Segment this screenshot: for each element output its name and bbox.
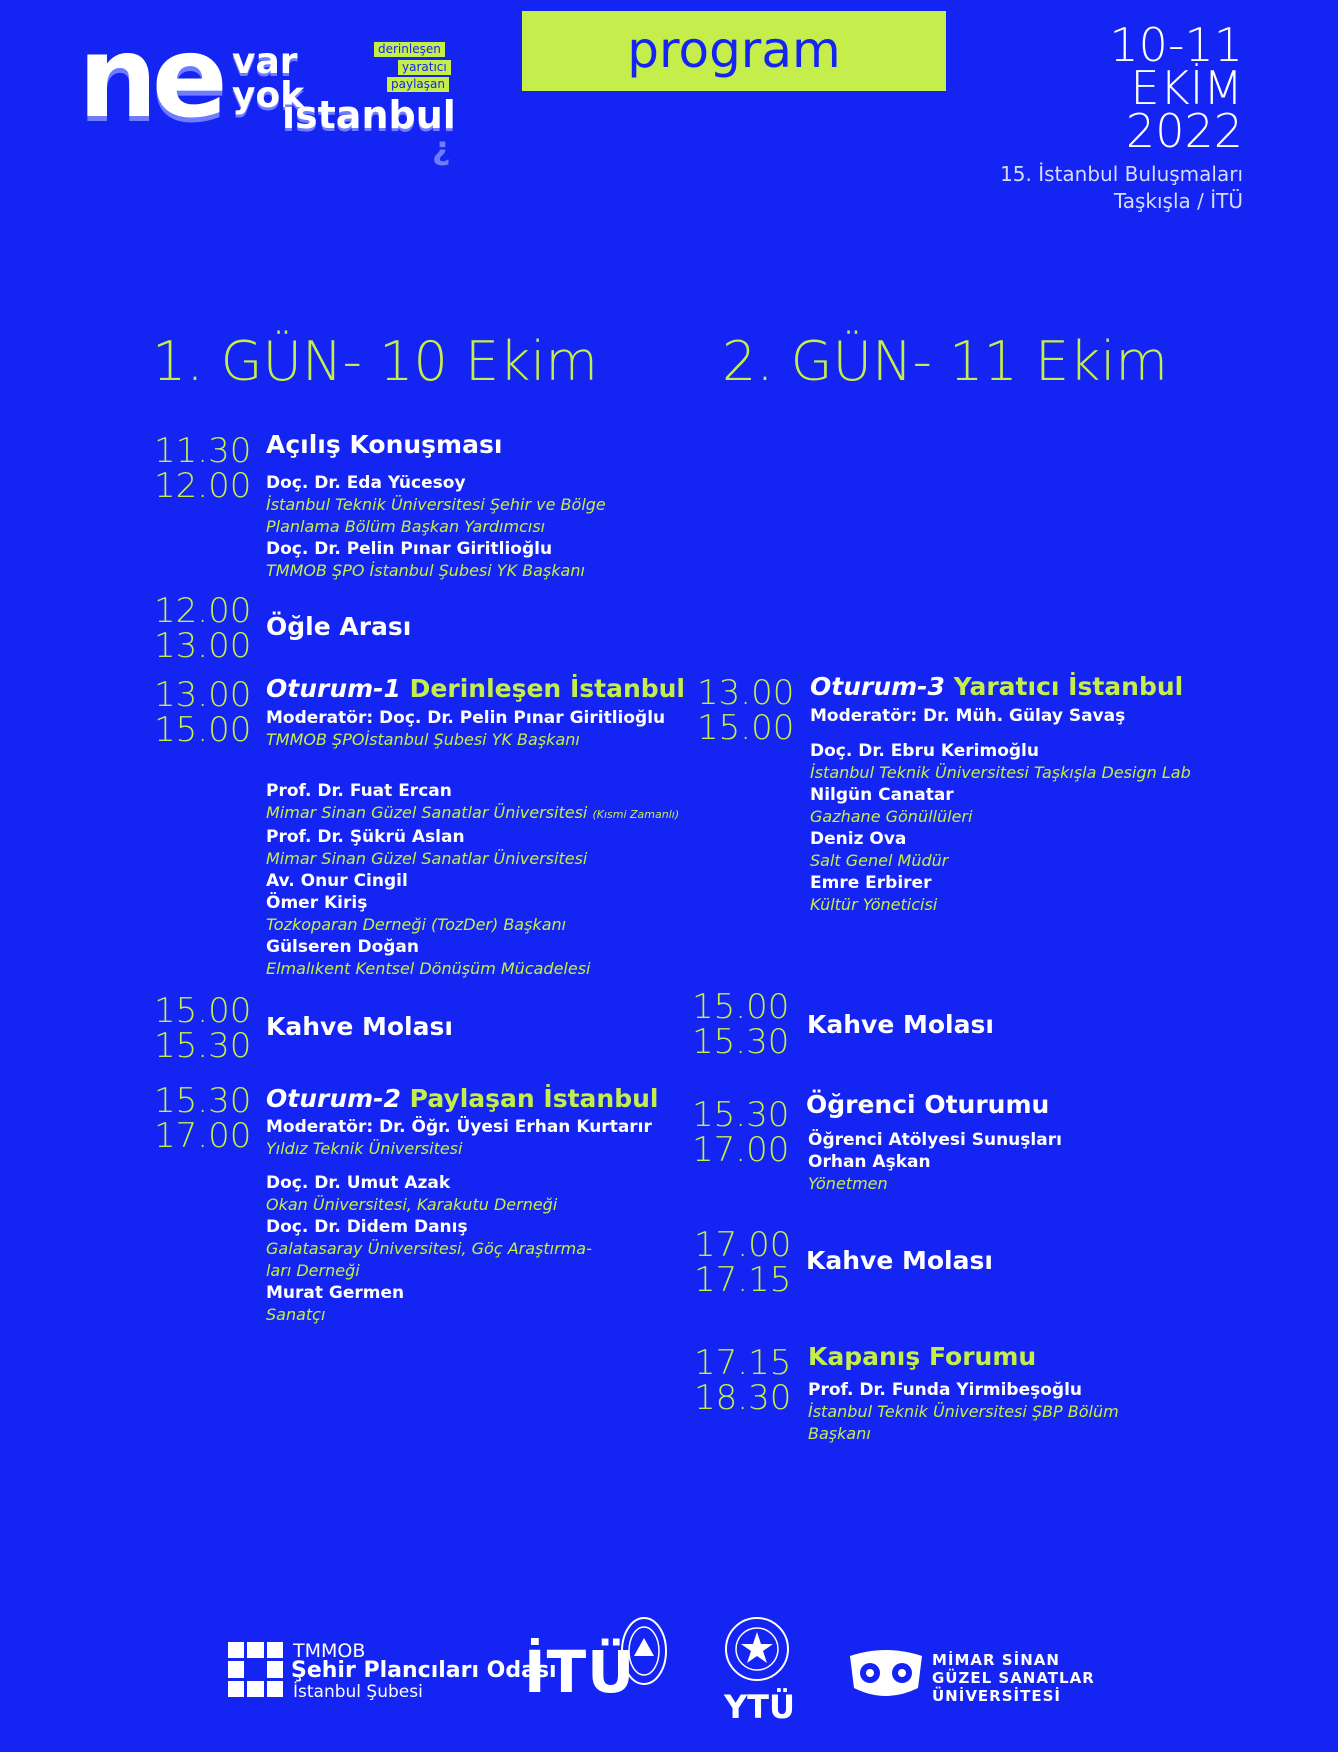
- speaker-affiliation: Tozkoparan Derneği (TozDer) Başkanı: [266, 915, 567, 934]
- d1-s2-end: 13.00: [154, 626, 252, 666]
- date-days: 10-11: [1109, 18, 1243, 72]
- d1-s5-end: 17.00: [154, 1116, 252, 1156]
- tag-derinlesen: derinleşen: [374, 42, 445, 57]
- speaker-name: Nilgün Canatar: [810, 785, 954, 805]
- d2-s3-time: [692, 1095, 790, 1170]
- speaker-affiliation: Kültür Yöneticisi: [810, 895, 938, 914]
- speaker-affiliation: İstanbul Teknik Üniversitesi Taşkışla Design Lab: [810, 763, 1191, 782]
- msgsu-line1: MİMAR SİNAN: [932, 1651, 1060, 1669]
- speaker-affiliation: Yönetmen: [808, 1174, 888, 1193]
- msgsu-line2: GÜZEL SANATLAR: [932, 1669, 1095, 1687]
- speaker-affiliation: [266, 802, 679, 826]
- speaker-name: Prof. Dr. Fuat Ercan: [266, 781, 452, 801]
- speaker-name: Doç. Dr. Didem Danış: [266, 1217, 468, 1237]
- d1-s4-end: 15.30: [154, 1026, 252, 1066]
- speaker-affiliation: Gazhane Gönüllüleri: [810, 807, 973, 826]
- moderator-affiliation: TMMOB ŞPOİstanbul Şubesi YK Başkanı: [266, 730, 580, 749]
- day2-heading: 2. GÜN- 11 Ekim: [722, 330, 1168, 393]
- d2-s3-speakers: [808, 1129, 1062, 1195]
- d1-s4-title: Kahve Molası: [266, 1012, 453, 1041]
- d1-s2-title: Öğle Arası: [266, 612, 412, 641]
- moderator-name: Moderatör: Doç. Dr. Pelin Pınar Giritlioğlu: [266, 708, 666, 728]
- speaker-name: Deniz Ova: [810, 829, 907, 849]
- date-year: 2022: [1125, 104, 1243, 158]
- speaker-name: Doç. Dr. Pelin Pınar Giritlioğlu: [266, 539, 553, 559]
- program-label: program: [522, 11, 946, 91]
- event-venue: Taşkışla / İTÜ: [1113, 189, 1243, 213]
- d2-s1-end: 15.00: [697, 708, 795, 748]
- speaker-affiliation: Sanatçı: [266, 1305, 326, 1324]
- session-number: Oturum-2: [266, 1084, 401, 1113]
- spo-line3: İstanbul Şubesi: [293, 1682, 423, 1702]
- logo-question-mark: ¿: [432, 129, 451, 167]
- d2-s1-start: 13.00: [697, 673, 795, 713]
- moderator-name: Moderatör: Dr. Öğr. Üyesi Erhan Kurtarır: [266, 1117, 652, 1137]
- d2-s2-end: 15.30: [692, 1022, 790, 1062]
- logo-yok: yok: [232, 75, 305, 116]
- d1-s3-speakers: [266, 780, 679, 980]
- tag-yaratici: yaratıcı: [398, 60, 451, 75]
- d1-s1-time: [154, 431, 252, 506]
- d2-s4-time: [694, 1225, 792, 1300]
- d1-s1-end: 12.00: [154, 466, 252, 506]
- msgsu-owl-icon: [846, 1648, 926, 1700]
- speaker-affiliation: İstanbul Teknik Üniversitesi Şehir ve Bölge: [266, 495, 606, 514]
- d2-s5-end: 18.30: [694, 1378, 792, 1418]
- speaker-affiliation: ları Derneği: [266, 1261, 360, 1280]
- d1-s5-moderator: [266, 1116, 652, 1160]
- spo-logo-icon: [228, 1642, 283, 1697]
- speaker-name: Gülseren Doğan: [266, 937, 419, 957]
- d1-s5-title: [266, 1084, 658, 1113]
- d2-s4-end: 17.15: [694, 1260, 792, 1300]
- msgsu-logo-text: [932, 1651, 1095, 1705]
- session-name: Yaratıcı İstanbul: [953, 672, 1184, 701]
- ytu-logo: YTÜ: [724, 1688, 795, 1726]
- logo-var: var: [232, 41, 298, 82]
- speaker-name: Prof. Dr. Funda Yirmibeşoğlu: [808, 1380, 1083, 1400]
- d2-s5-time: [694, 1343, 792, 1418]
- d1-s1-speakers: [266, 472, 606, 582]
- d1-s2-start: 12.00: [154, 591, 252, 631]
- msgsu-line3: ÜNİVERSİTESİ: [932, 1687, 1061, 1705]
- d1-s5-speakers: [266, 1172, 592, 1326]
- d2-s2-title: Kahve Molası: [807, 1010, 994, 1039]
- day1-heading: 1. GÜN- 10 Ekim: [152, 330, 598, 393]
- logo-ne: ne: [78, 13, 222, 143]
- speaker-affiliation: Okan Üniversitesi, Karakutu Derneği: [266, 1195, 558, 1214]
- event-name: 15. İstanbul Buluşmaları: [1000, 162, 1243, 186]
- speaker-name: Ömer Kiriş: [266, 893, 368, 913]
- itu-logo: İTÜ: [524, 1638, 636, 1706]
- speaker-name: Doç. Dr. Eda Yücesoy: [266, 473, 466, 493]
- speaker-affiliation: Planlama Bölüm Başkan Yardımcısı: [266, 517, 546, 536]
- d2-s1-moderator: Moderatör: Dr. Müh. Gülay Savaş: [810, 706, 1126, 726]
- session-name: Derinleşen İstanbul: [409, 674, 686, 703]
- d1-s1-title: Açılış Konuşması: [266, 430, 503, 459]
- d1-s3-start: 13.00: [154, 675, 252, 715]
- d1-s3-time: [154, 675, 252, 750]
- logo-istanbul: istanbul: [282, 93, 456, 137]
- affiliation-text: Mimar Sinan Güzel Sanatlar Üniversitesi: [266, 803, 588, 822]
- ytu-seal-icon: [724, 1616, 790, 1682]
- d1-s2-time: [154, 591, 252, 666]
- d1-s5-time: [154, 1081, 252, 1156]
- speaker-name: Öğrenci Atölyesi Sunuşları: [808, 1130, 1062, 1150]
- speaker-name: Murat Germen: [266, 1283, 405, 1303]
- affiliation-note: (Kısmi Zamanlı): [592, 808, 680, 821]
- spo-line2: Şehir Plancıları Odası: [291, 1658, 557, 1683]
- session-number: Oturum-1: [266, 674, 401, 703]
- speaker-name: Doç. Dr. Ebru Kerimoğlu: [810, 741, 1039, 761]
- date-month: EKİM: [1130, 61, 1243, 115]
- d2-s2-start: 15.00: [692, 987, 790, 1027]
- speaker-name: Doç. Dr. Umut Azak: [266, 1173, 451, 1193]
- moderator-affiliation: Yıldız Teknik Üniversitesi: [266, 1139, 463, 1158]
- d1-s3-title: [266, 674, 685, 703]
- speaker-affiliation: Elmalıkent Kentsel Dönüşüm Mücadelesi: [266, 959, 591, 978]
- speaker-affiliation: Başkanı: [808, 1424, 871, 1443]
- d1-s3-end: 15.00: [154, 710, 252, 750]
- d2-s3-end: 17.00: [692, 1130, 790, 1170]
- speaker-name: Prof. Dr. Şükrü Aslan: [266, 827, 465, 847]
- d2-s3-title: Öğrenci Oturumu: [806, 1090, 1050, 1119]
- speaker-affiliation: Mimar Sinan Güzel Sanatlar Üniversitesi: [266, 849, 588, 868]
- spo-line1: TMMOB: [293, 1640, 366, 1662]
- speaker-affiliation: İstanbul Teknik Üniversitesi ŞBP Bölüm: [808, 1402, 1119, 1421]
- d2-s2-time: [692, 987, 790, 1062]
- session-number: Oturum-3: [810, 672, 945, 701]
- tag-paylasan: paylaşan: [387, 77, 449, 92]
- d2-s5-start: 17.15: [694, 1343, 792, 1383]
- speaker-name: Orhan Aşkan: [808, 1152, 931, 1172]
- d2-s5-speakers: [808, 1379, 1119, 1445]
- speaker-affiliation: Galatasaray Üniversitesi, Göç Araştırma-: [266, 1239, 592, 1258]
- d2-s4-title: Kahve Molası: [806, 1246, 993, 1275]
- speaker-affiliation: TMMOB ŞPO İstanbul Şubesi YK Başkanı: [266, 561, 585, 580]
- session-name: Paylaşan İstanbul: [409, 1084, 659, 1113]
- d2-s4-start: 17.00: [694, 1225, 792, 1265]
- d2-s1-title: [810, 672, 1183, 701]
- speaker-affiliation: Salt Genel Müdür: [810, 851, 949, 870]
- d2-s1-time: [697, 673, 795, 748]
- speaker-name: Av. Onur Cingil: [266, 871, 408, 891]
- d2-s1-speakers: [810, 740, 1191, 916]
- d1-s4-time: [154, 991, 252, 1066]
- itu-seal-icon: [620, 1616, 668, 1686]
- d2-s5-title: Kapanış Forumu: [808, 1342, 1037, 1371]
- d1-s1-start: 11.30: [154, 431, 252, 471]
- d2-s3-start: 15.30: [692, 1095, 790, 1135]
- d1-s4-start: 15.00: [154, 991, 252, 1031]
- d1-s5-start: 15.30: [154, 1081, 252, 1121]
- speaker-name: Emre Erbirer: [810, 873, 932, 893]
- d1-s3-moderator: [266, 707, 665, 751]
- event-date: [1109, 18, 1243, 158]
